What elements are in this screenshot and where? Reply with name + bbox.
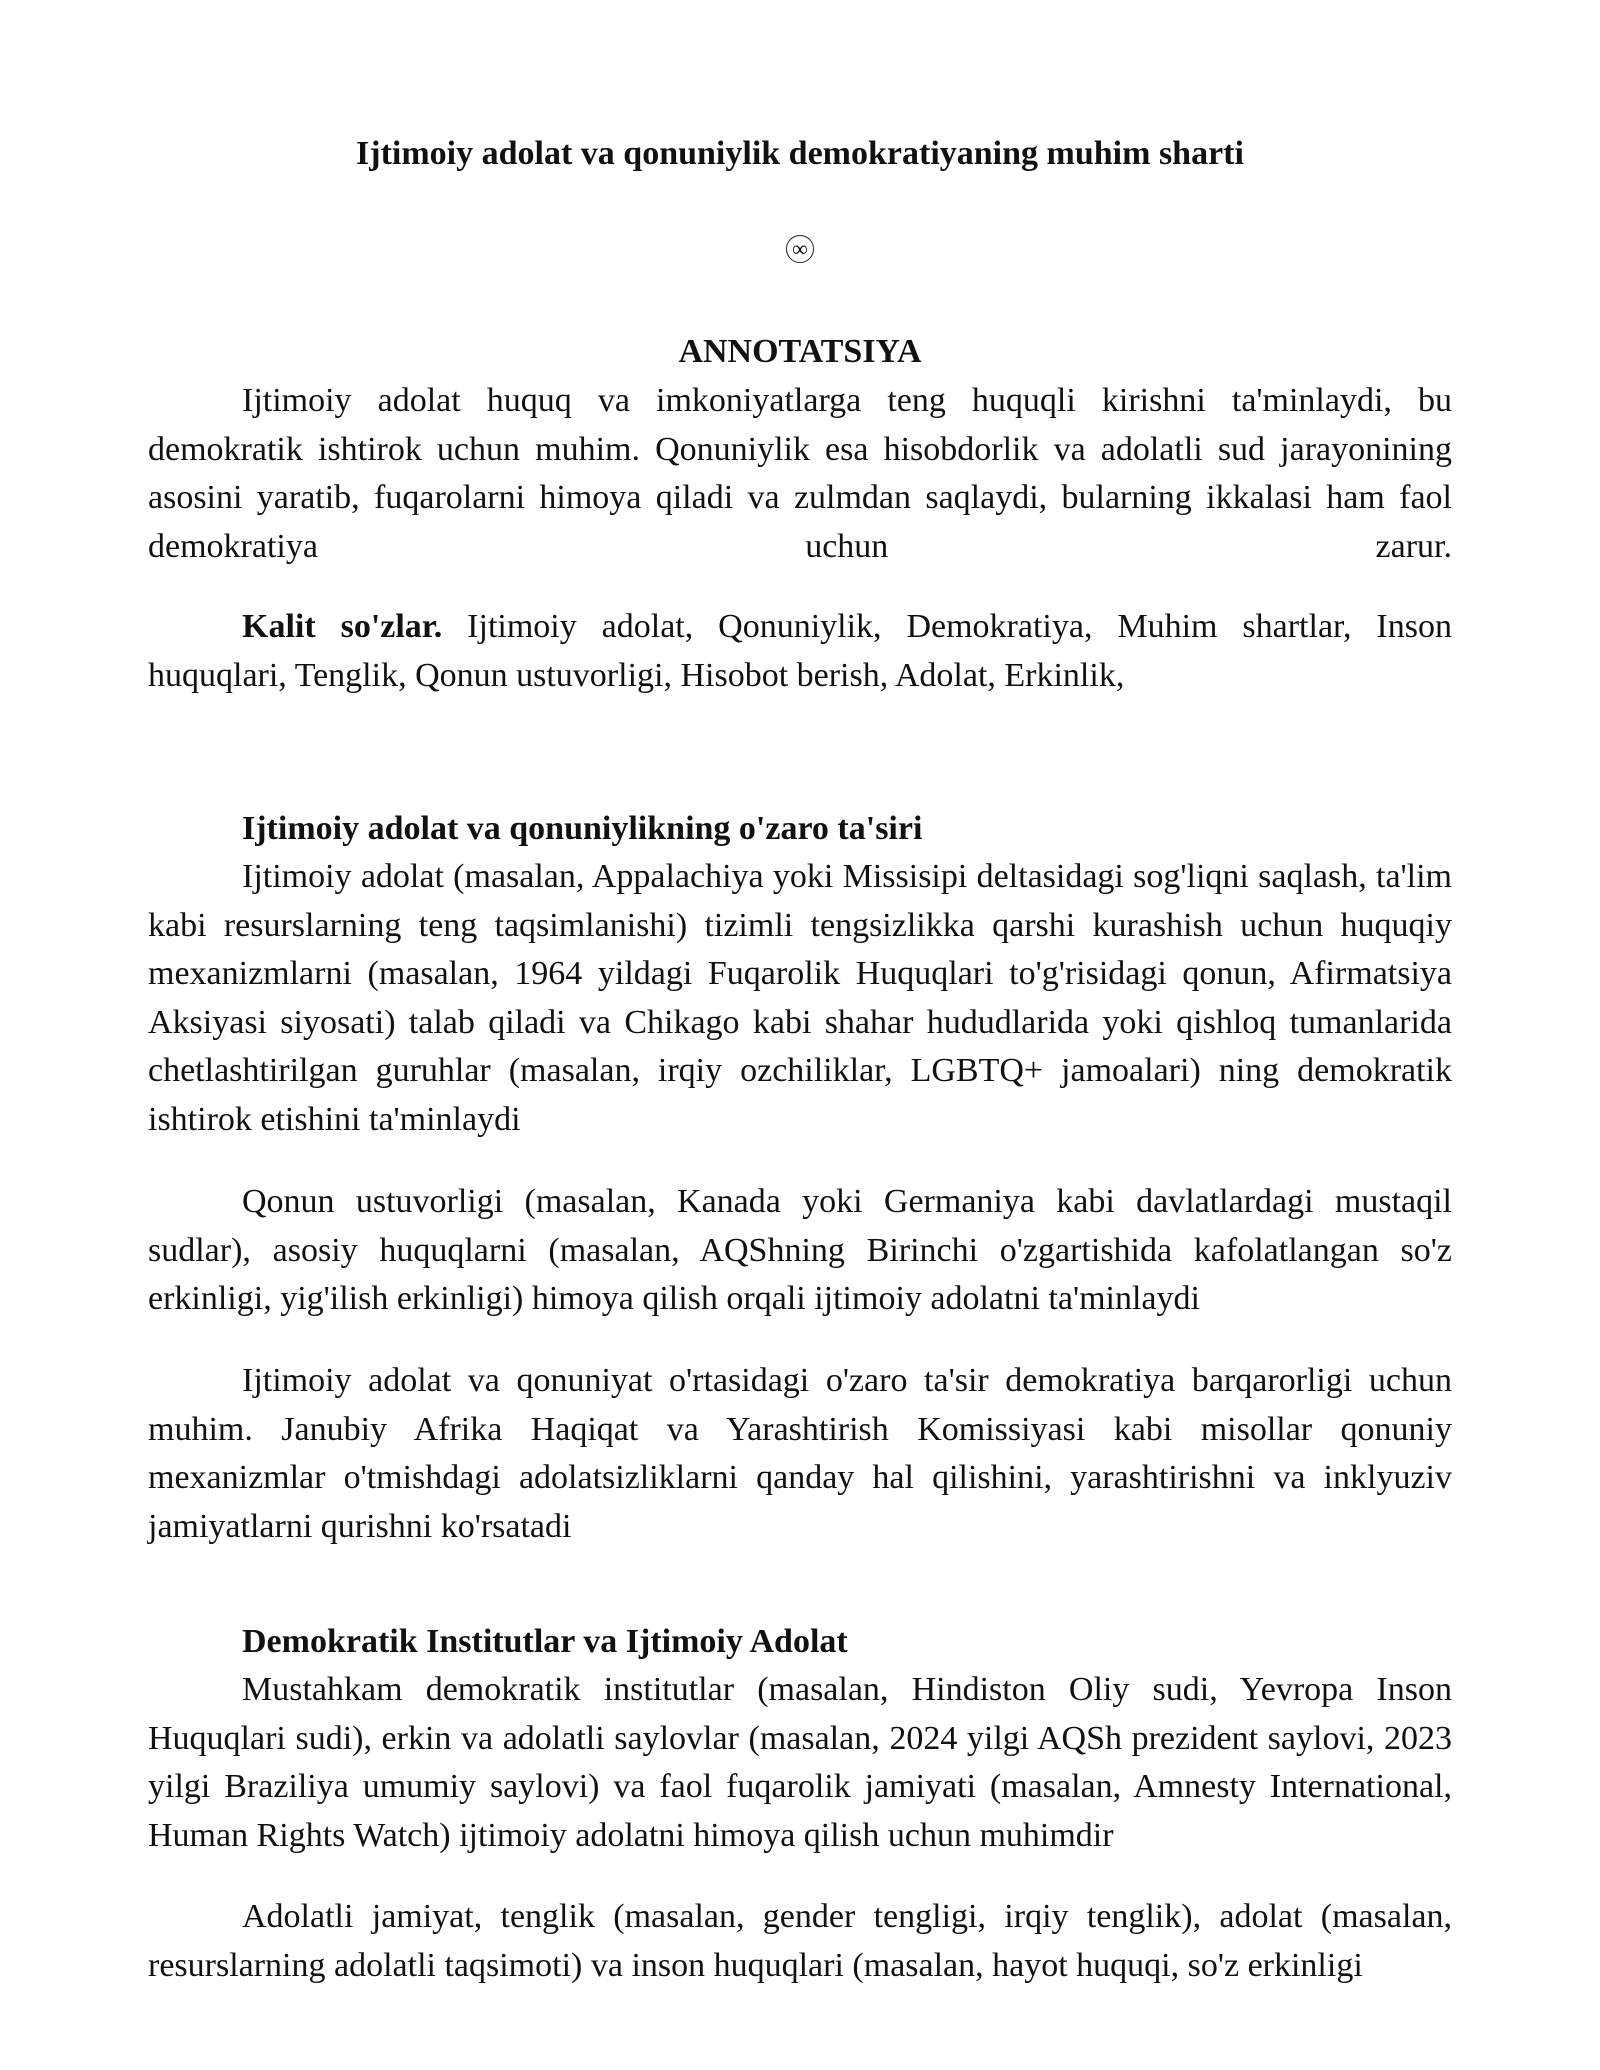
section1-paragraph-2: Qonun ustuvorligi (masalan, Kanada yoki Germaniya kabi davlatlardagi mustaqil sudlar), asosiy huquqlarni (masalan, AQShning Birinchi o'zgartishida kafolatlangan so'z erkinligi, yig'ilish erkinligi) himoya qilish orqali ijtimoiy adolatni ta'minlaydi [148, 1183, 1452, 1317]
section1-paragraph-1: Ijtimoiy adolat (masalan, Appalachiya yoki Missisipi deltasidagi sog'liqni saqlash, ta'lim kabi resurslarning teng taqsimlanishi) tizimli tengsizlikka qarshi kurashish uchun huquqiy mexanizmlarni (masalan, 1964 yildagi Fuqarolik Huquqlari to'g'risidagi qonun, Afirmatsiya Aksiyasi siyosati) talab qiladi va Chikago kabi shahar hududlarida yoki qishloq tumanlarida chetlashtirilgan guruhlar (masalan, irqiy ozchiliklar, LGBTQ+ jamoalari) ning demokratik ishtirok etishini ta'minlaydi [148, 858, 1452, 1138]
section1-heading: Ijtimoiy adolat va qonuniylikning o'zaro ta'siri [242, 810, 923, 847]
infinity-icon: ∞ [786, 235, 814, 263]
annotation-paragraph: Ijtimoiy adolat huquq va imkoniyatlarga teng huquqli kirishni ta'minlaydi, bu demokratik ishtirok uchun muhim. Qonuniylik esa hisobdorlik va adolatli sud jarayonining asosini yaratib, fuqarolarni himoya qiladi va zulmdan saqlaydi, bularning ikkalasi ham faol demokratiya uchun zarur. [148, 382, 1452, 565]
section1-paragraph-3: Ijtimoiy adolat va qonuniyat o'rtasidagi o'zaro ta'sir demokratiya barqarorligi uchun muhim. Janubiy Afrika Haqiqat va Yarashtirish Komissiyasi kabi misollar qonuniy mexanizmlar o'tmishdagi adolatsizliklarni qanday hal qilishini, yarashtirishni va inklyuziv jamiyatlarni qurishni ko'rsatadi [148, 1362, 1452, 1545]
infinity-symbol [148, 228, 1452, 268]
keywords-label: Kalit so'zlar. [242, 608, 443, 645]
section2-heading: Demokratik Institutlar va Ijtimoiy Adolat [242, 1623, 848, 1660]
section2-paragraph-1: Mustahkam demokratik institutlar (masalan, Hindiston Oliy sudi, Yevropa Inson Huquqlari sudi), erkin va adolatli saylovlar (masalan, 2024 yilgi AQSh prezident saylovi, 2023 yilgi Braziliya umumiy saylovi) va faol fuqarolik jamiyati (masalan, Amnesty International, Human Rights Watch) ijtimoiy adolatni himoya qilish uchun muhimdir [148, 1671, 1452, 1854]
keywords-text: Ijtimoiy adolat, Qonuniylik, Demokratiya, Muhim shartlar, Inson huquqlari, Tenglik, Qonun ustuvorligi, Hisobot berish, Adolat, Erkinlik, [148, 608, 1452, 694]
section2-paragraph-2: Adolatli jamiyat, tenglik (masalan, gender tengligi, irqiy tenglik), adolat (masalan, resurslarning adolatli taqsimoti) va inson huquqlari (masalan, hayot huquqi, so'z erkinligi [148, 1898, 1452, 1984]
annotation-heading: ANNOTATSIYA [678, 333, 922, 370]
document-page [148, 0, 1452, 2070]
document-title: Ijtimoiy adolat va qonuniylik demokratiyaning muhim sharti [356, 135, 1244, 172]
keywords-paragraph [148, 603, 1452, 700]
